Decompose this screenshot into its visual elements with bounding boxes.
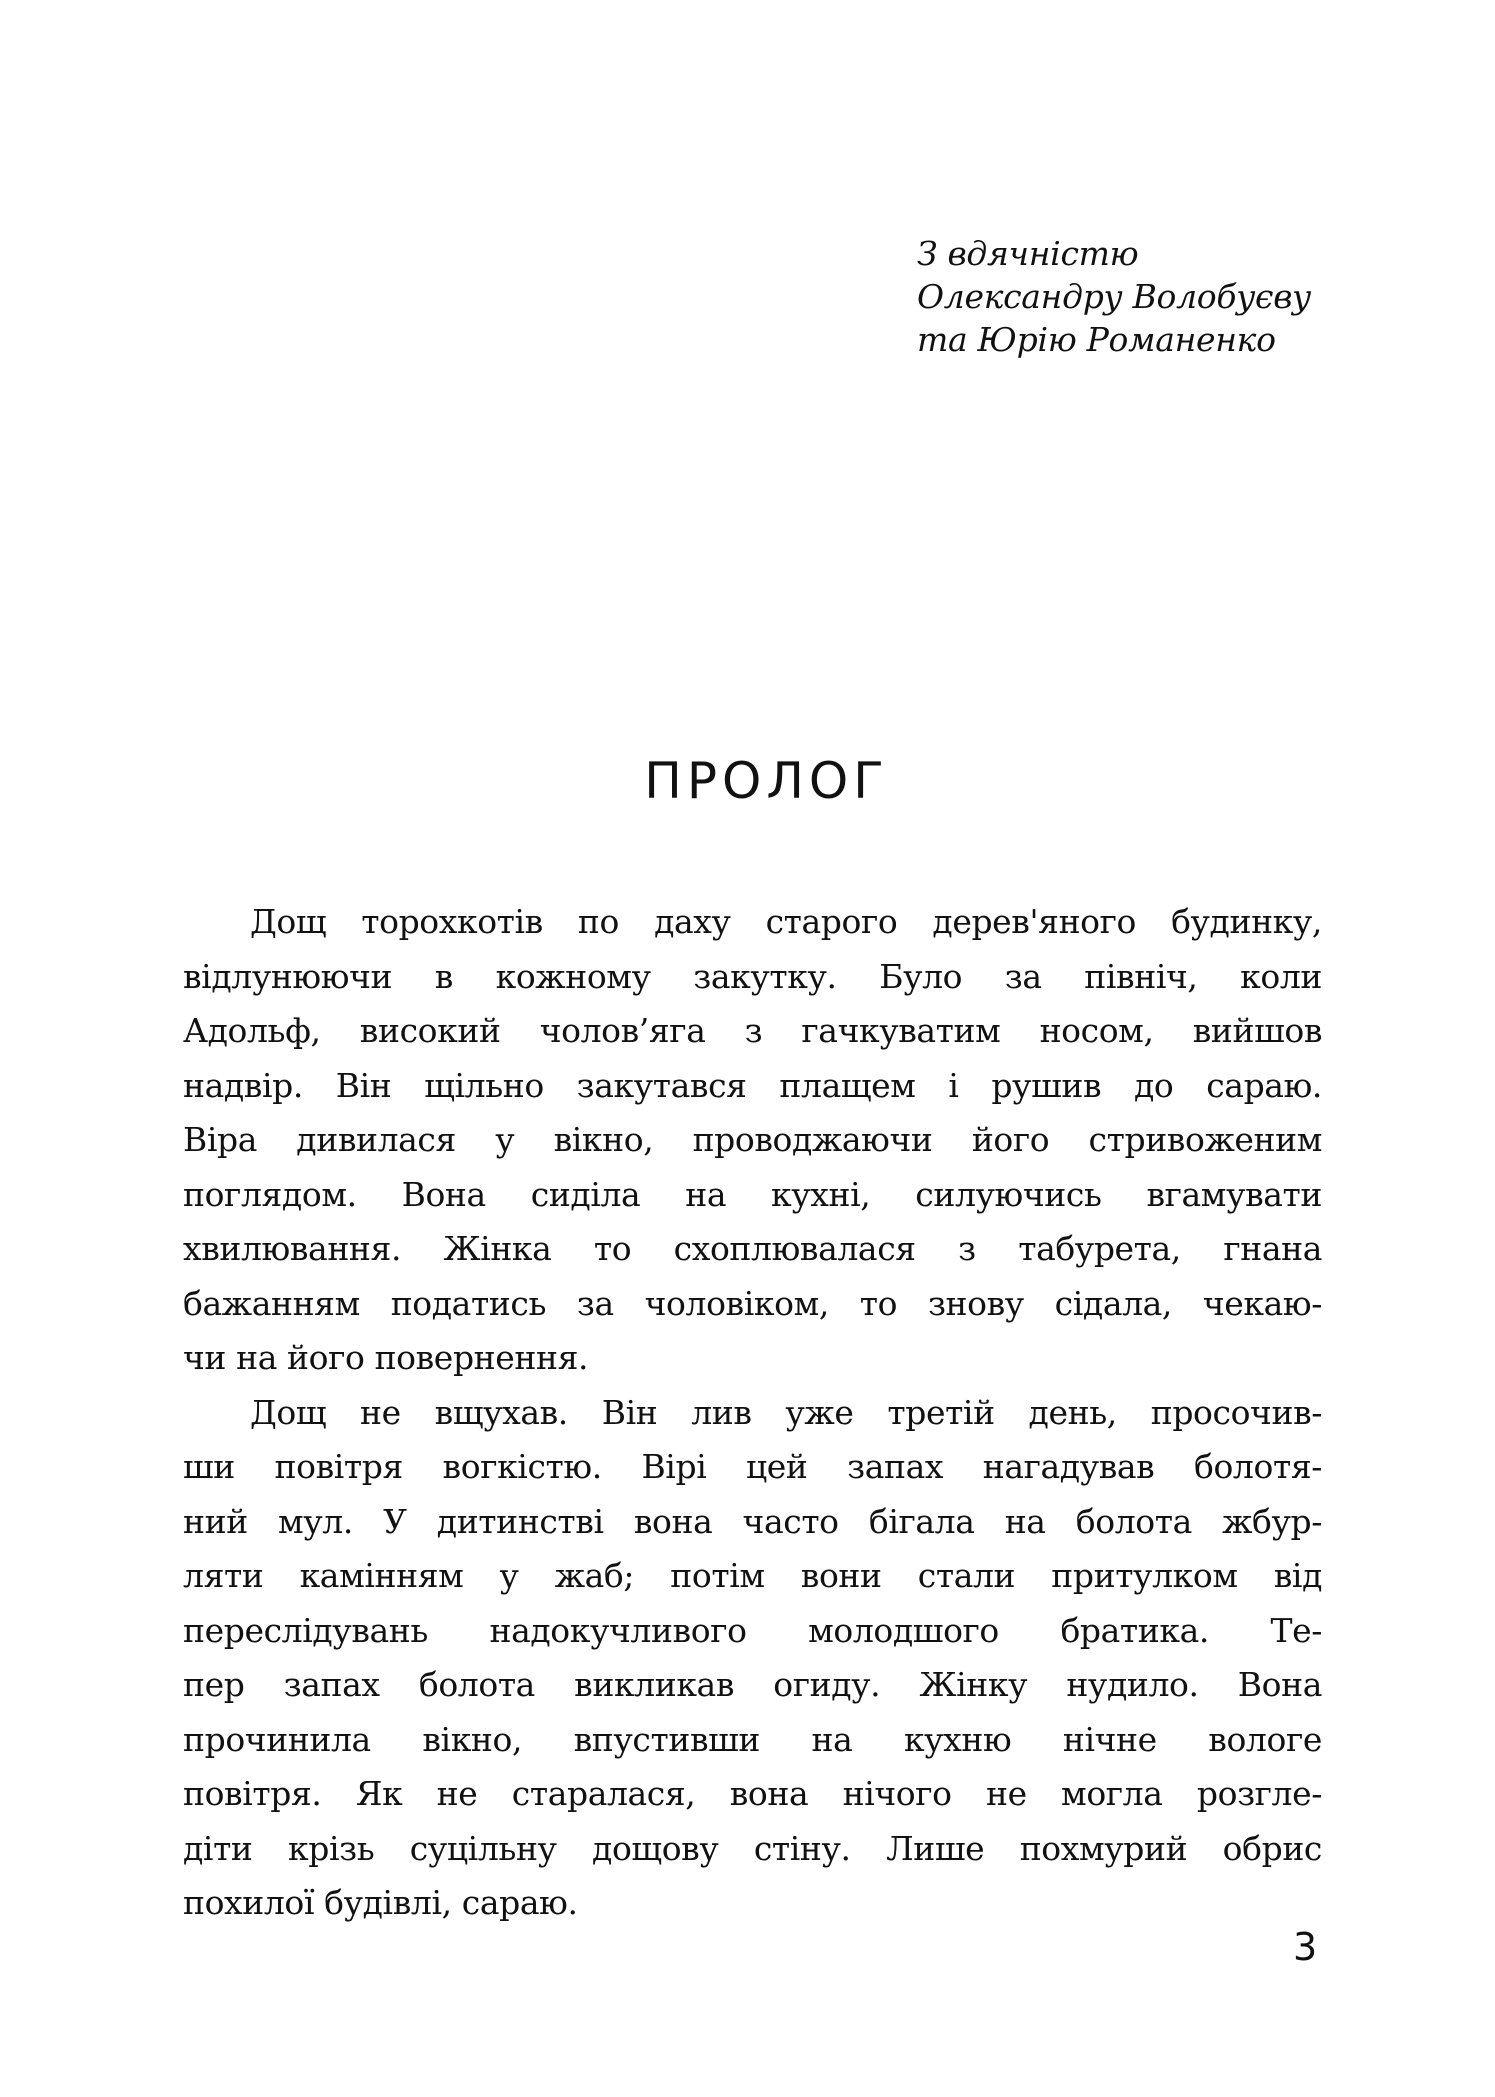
paragraph: [183, 895, 1322, 1386]
text-line: переслідувань надокучливого молодшого братика. Те-: [183, 1610, 1322, 1650]
text-line: Адольф, високий чолов’яга з гачкуватим носом, вийшов: [183, 1011, 1322, 1050]
text-line: прочинила вікно, впустивши на кухню нічне вологе: [183, 1719, 1322, 1759]
text-line: бажанням податись за чоловіком, то знову сідала, чекаю-: [183, 1283, 1322, 1323]
dedication-line: та Юрію Романенко: [917, 320, 1276, 359]
paragraph: [183, 1386, 1322, 1931]
text-line: похилої будівлі, сараю.: [183, 1883, 578, 1922]
text-line: хвилювання. Жінка то схоплювалася з табурета, гнана: [183, 1229, 1322, 1268]
text-line: відлунюючи в кожному закутку. Було за північ, коли: [183, 956, 1322, 996]
text-line: ляти камінням у жаб; потім вони стали притулком від: [183, 1556, 1322, 1595]
text-line: надвір. Він щільно закутався плащем і рушив до сараю.: [183, 1065, 1322, 1105]
page-number: 3: [1293, 1925, 1318, 1969]
dedication-line: Олександру Волобуєву: [917, 277, 1311, 316]
text-line: чи на його повернення.: [183, 1338, 589, 1377]
text-line: Дощ торохкотів по даху старого дерев'яного будинку,: [250, 902, 1322, 941]
text-line: діти крізь суцільну дощову стіну. Лише похмурий обрис: [183, 1828, 1322, 1868]
text-line: ний мул. У дитинстві вона часто бігала на болота жбур-: [183, 1501, 1322, 1541]
dedication: [917, 232, 1311, 361]
text-line: Дощ не вщухав. Він лив уже третій день, просочив-: [250, 1392, 1322, 1432]
dedication-line: З вдячністю: [917, 234, 1139, 273]
text-line: пер запах болота викликав огиду. Жінку нудило. Вона: [183, 1665, 1322, 1704]
text-line: повітря. Як не старалася, вона нічого не могла розгле-: [183, 1774, 1322, 1813]
text-line: ши повітря вогкістю. Вірі цей запах нагадував болотя-: [183, 1447, 1322, 1486]
text-line: поглядом. Вона сиділа на кухні, силуючись вгамувати: [183, 1174, 1322, 1214]
chapter-body: [183, 895, 1322, 1931]
text-line: Віра дивилася у вікно, проводжаючи його стривоженим: [183, 1120, 1322, 1159]
chapter-title: ПРОЛОГ: [644, 752, 889, 810]
